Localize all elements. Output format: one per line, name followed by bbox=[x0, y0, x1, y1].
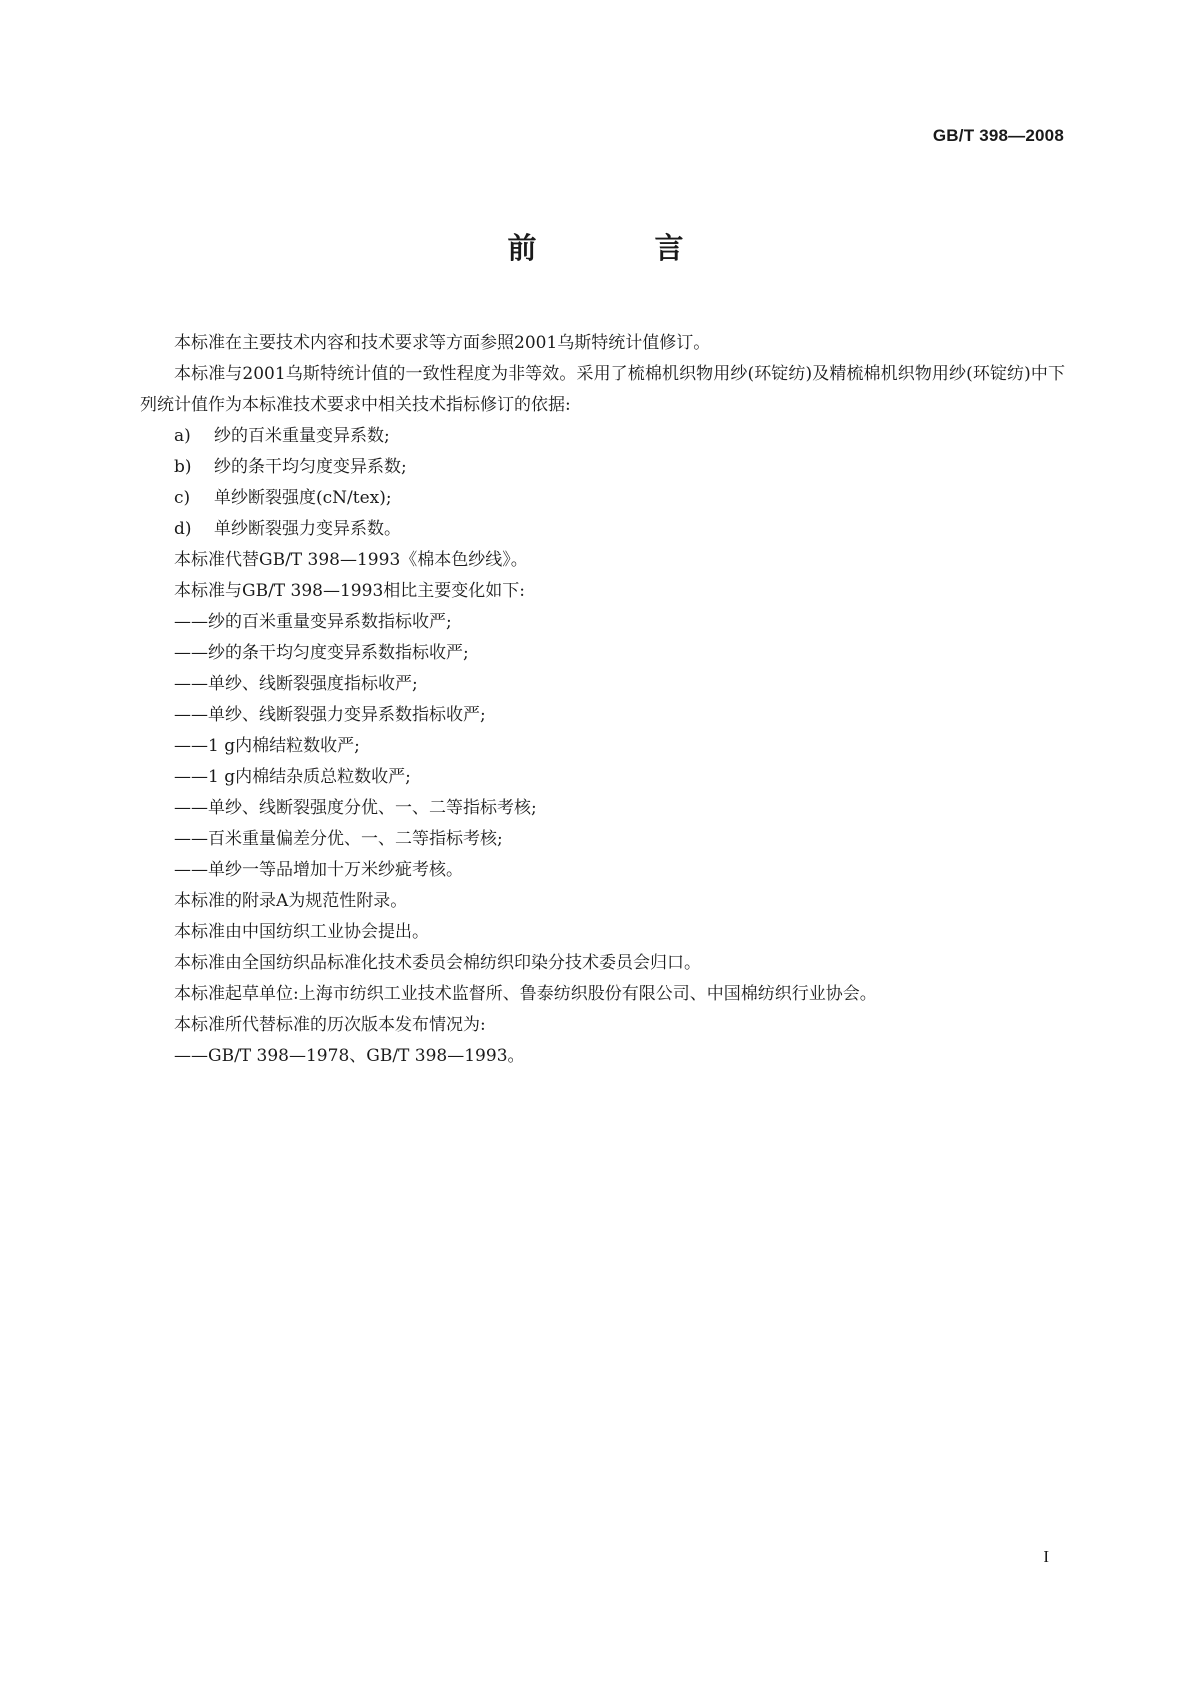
list-marker: d) bbox=[174, 519, 192, 539]
list-item-text: 纱的百米重量变异系数; bbox=[214, 426, 390, 446]
paragraph-drafters: 本标准起草单位:上海市纺织工业技术监督所、鲁泰纺织股份有限公司、中国棉纺织行业协会。 bbox=[174, 984, 877, 1004]
paragraph-committee: 本标准由全国纺织品标准化技术委员会棉纺织印染分技术委员会归口。 bbox=[174, 953, 701, 973]
paragraph-annex: 本标准的附录A为规范性附录。 bbox=[174, 891, 408, 911]
change-item: ——纱的条干均匀度变异系数指标收严; bbox=[174, 643, 469, 663]
paragraph-reference: 本标准在主要技术内容和技术要求等方面参照2001乌斯特统计值修订。 bbox=[174, 333, 711, 353]
change-item: ——纱的百米重量变异系数指标收严; bbox=[174, 612, 452, 632]
paragraph-changes-intro: 本标准与GB/T 398—1993相比主要变化如下: bbox=[174, 581, 525, 601]
paragraph-history-intro: 本标准所代替标准的历次版本发布情况为: bbox=[174, 1015, 486, 1035]
change-item: ——单纱、线断裂强力变异系数指标收严; bbox=[174, 705, 486, 725]
foreword-body bbox=[140, 328, 1065, 1072]
change-item: ——1 g内棉结粒数收严; bbox=[174, 736, 360, 756]
list-item-text: 单纱断裂强力变异系数。 bbox=[214, 519, 401, 539]
list-marker: b) bbox=[174, 457, 192, 477]
change-item: ——单纱、线断裂强度指标收严; bbox=[174, 674, 418, 694]
change-item: ——百米重量偏差分优、一、二等指标考核; bbox=[174, 829, 503, 849]
history-item: ——GB/T 398—1978、GB/T 398—1993。 bbox=[174, 1046, 525, 1066]
paragraph-consistency: 本标准与2001乌斯特统计值的一致性程度为非等效。采用了梳棉机织物用纱(环锭纺)及精梳棉机织物用纱(环锭纺)中下列统计值作为本标准技术要求中相关技术指标修订的依据: bbox=[140, 364, 1065, 415]
page-title: 前 言 bbox=[507, 231, 738, 265]
list-item bbox=[140, 452, 1065, 483]
list-item bbox=[140, 421, 1065, 452]
page-number: I bbox=[1043, 1547, 1049, 1566]
list-item-text: 单纱断裂强度(cN/tex); bbox=[214, 488, 392, 508]
standard-code: GB/T 398—2008 bbox=[932, 126, 1064, 145]
change-item: ——1 g内棉结杂质总粒数收严; bbox=[174, 767, 411, 787]
paragraph-proposer: 本标准由中国纺织工业协会提出。 bbox=[174, 922, 429, 942]
list-marker: a) bbox=[174, 426, 191, 446]
list-marker: c) bbox=[174, 488, 191, 508]
list-item-text: 纱的条干均匀度变异系数; bbox=[214, 457, 407, 477]
list-item bbox=[140, 483, 1065, 514]
change-item: ——单纱、线断裂强度分优、一、二等指标考核; bbox=[174, 798, 537, 818]
change-item: ——单纱一等品增加十万米纱疵考核。 bbox=[174, 860, 463, 880]
paragraph-supersedes: 本标准代替GB/T 398—1993《棉本色纱线》。 bbox=[174, 550, 528, 570]
list-item bbox=[140, 514, 1065, 545]
